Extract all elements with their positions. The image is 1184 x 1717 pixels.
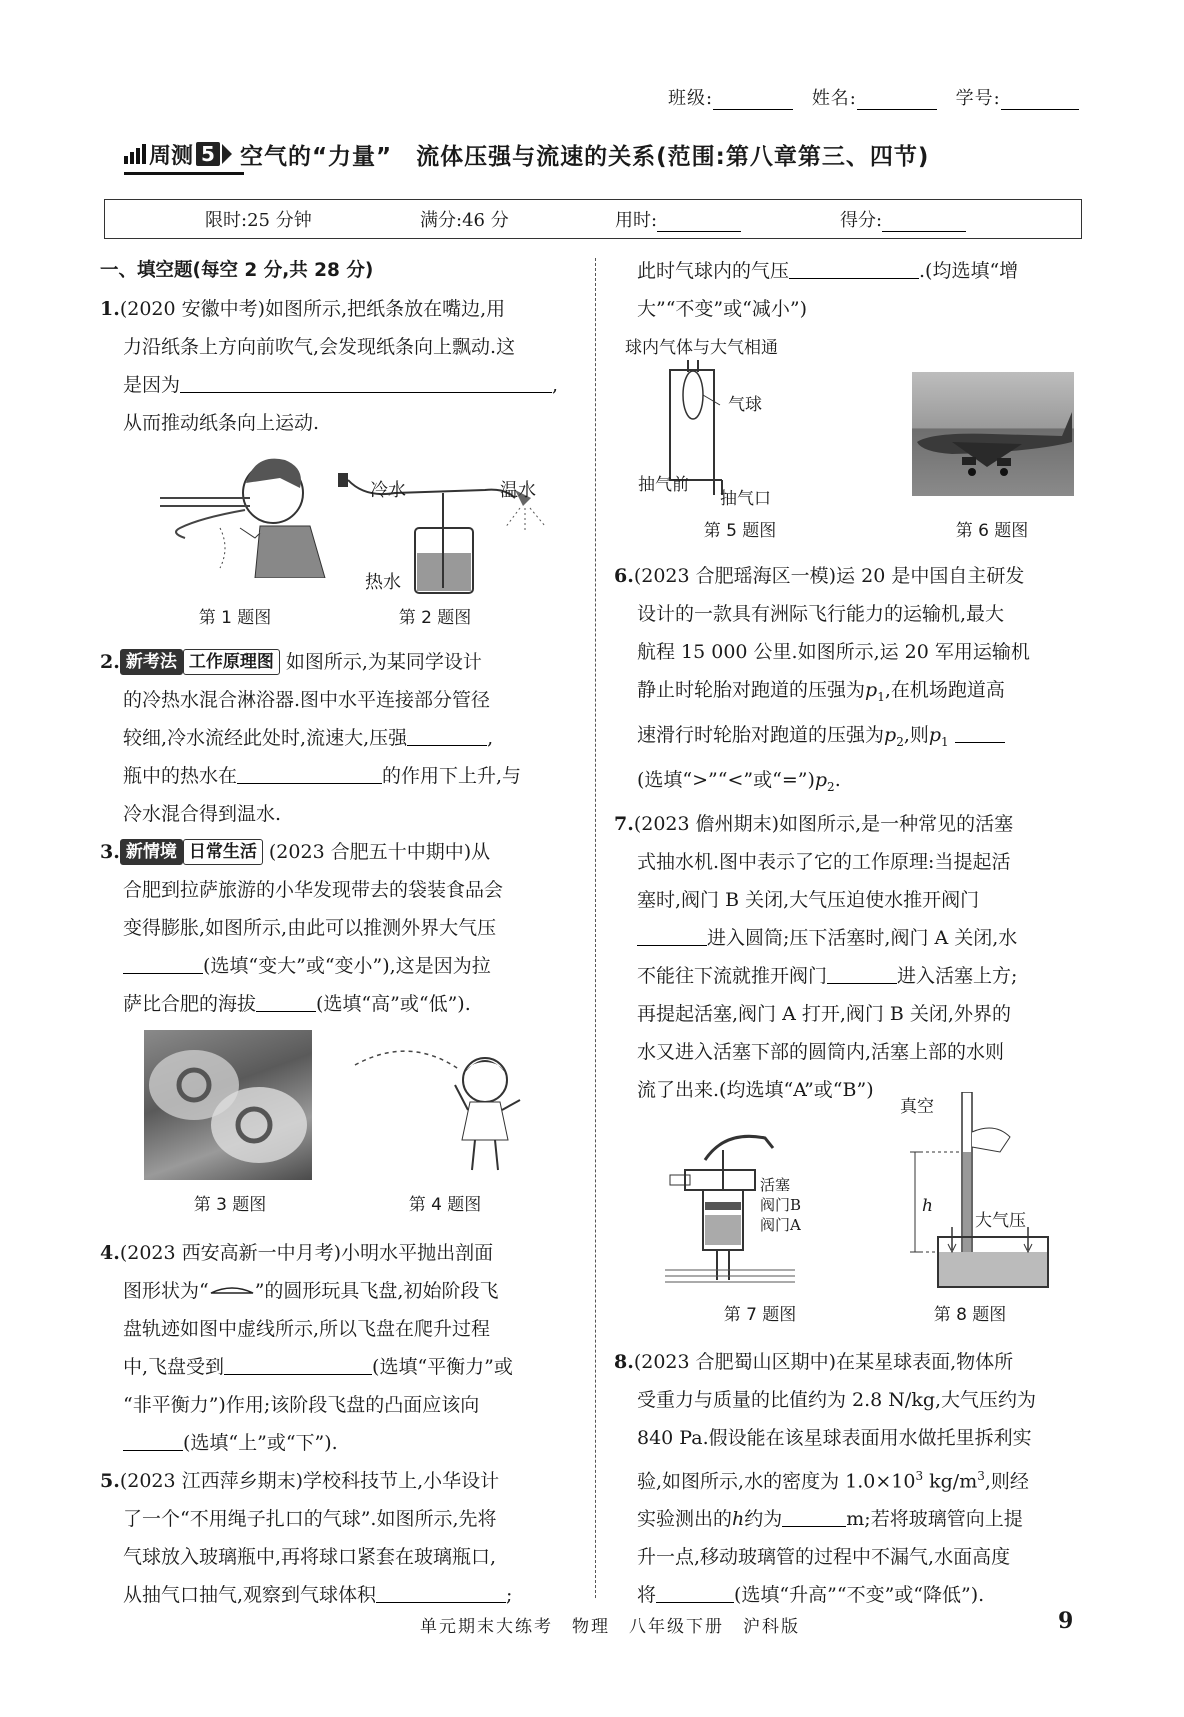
- title-text: 空气的“力量” 流体压强与流速的关系(范围:第八章第三、四节): [239, 143, 930, 170]
- q7-blank-2[interactable]: [827, 961, 897, 984]
- fig6-caption: 第 6 题图: [955, 521, 1029, 541]
- food-bag-icon: [144, 1030, 312, 1180]
- fig7-caption: 第 7 题图: [723, 1305, 797, 1325]
- fig8-h-label: h: [922, 1196, 933, 1216]
- fig2-cold-label: 冷水: [370, 480, 406, 501]
- page-title: [124, 136, 1064, 172]
- tag-new-method: 新考法: [120, 649, 183, 675]
- q5-blank-2[interactable]: [789, 256, 919, 279]
- name-field[interactable]: [857, 91, 937, 110]
- id-field[interactable]: [1001, 91, 1079, 110]
- tag-daily-life: 日常生活: [183, 839, 263, 865]
- name-label: 姓名:: [811, 88, 857, 109]
- q3-blank-1[interactable]: [123, 951, 203, 974]
- section-heading: 一、填空题(每空 2 分,共 28 分): [100, 260, 374, 281]
- q4: 4.(2023 西安高新一中月考)小明水平抛出剖面: [100, 1242, 494, 1264]
- fig4-caption: 第 4 题图: [408, 1195, 482, 1215]
- q6-blank[interactable]: [955, 720, 1005, 743]
- fig3-caption: 第 3 题图: [193, 1195, 267, 1215]
- frisbee-shape-icon: [209, 1283, 255, 1297]
- footer-text: 单元期末大练考 物理 八年级下册 沪科版: [420, 1617, 800, 1637]
- week-number: 5: [196, 142, 220, 166]
- fig5-top-label: 球内气体与大气相通: [625, 338, 778, 358]
- q1: 1.(2020 安徽中考)如图所示,把纸条放在嘴边,用: [100, 298, 506, 320]
- q7: 7.(2023 儋州期末)如图所示,是一种常见的活塞: [614, 813, 1014, 836]
- time-used-field[interactable]: [657, 215, 741, 232]
- fig5-balloon-label: 气球: [728, 395, 762, 415]
- fig2-warm-label: 温水: [500, 480, 536, 501]
- q2-blank-2[interactable]: [237, 761, 382, 784]
- q4-blank-1[interactable]: [224, 1352, 372, 1375]
- fig2-caption: 第 2 题图: [398, 608, 472, 628]
- q8: 8.(2023 合肥蜀山区期中)在某星球表面,物体所: [614, 1351, 1014, 1373]
- q4-blank-2[interactable]: [123, 1428, 183, 1451]
- left-column: 一、填空题(每空 2 分,共 28 分) 1.(2020 安徽中考)如图所示,把纸条放在嘴边,用 力沿纸条上方向前吹气,会发现纸条向上飘动.这 是因为 , 从而推动纸条向上运动.: [100, 252, 580, 442]
- fig8-vacuum-label: 真空: [900, 1097, 934, 1117]
- title-underline: [124, 172, 244, 175]
- q8-blank-1[interactable]: [782, 1504, 846, 1527]
- full-score: 满分:46 分: [420, 210, 509, 231]
- q3-blank-2[interactable]: [256, 989, 316, 1012]
- fig5-port-label: 抽气口: [720, 489, 771, 509]
- fig5-before-label: 抽气前: [638, 475, 689, 495]
- q1-blank[interactable]: [180, 370, 552, 393]
- fig6-y20-aircraft-photo: [912, 372, 1074, 496]
- score-field[interactable]: [882, 215, 966, 232]
- q5: 5.(2023 江西萍乡期末)学校科技节上,小华设计: [100, 1470, 500, 1492]
- fig5-caption: 第 5 题图: [703, 521, 777, 541]
- fig2-hot-label: 热水: [365, 572, 401, 593]
- fig7-valve-a-label: 阀门A: [760, 1216, 801, 1234]
- page-number: 9: [1058, 1608, 1074, 1634]
- class-label: 班级:: [668, 88, 714, 109]
- score: 得分:: [840, 206, 966, 232]
- info-box: [104, 199, 1082, 239]
- column-divider: [595, 258, 596, 1598]
- fig4-girl-frisbee: [350, 1040, 540, 1185]
- id-label: 学号:: [955, 88, 1001, 109]
- q2: 2. 新考法 工作原理图 如图所示,为某同学设计: [100, 651, 482, 673]
- arrow-icon: [222, 144, 232, 164]
- fig8-atm-label: 大气压: [975, 1211, 1026, 1231]
- bar-chart-icon: [124, 144, 146, 164]
- fig7-labels: [760, 1175, 801, 1235]
- fig1-boy-blowing: [160, 448, 340, 578]
- fig8-caption: 第 8 题图: [933, 1305, 1007, 1325]
- q8-blank-2[interactable]: [656, 1580, 734, 1603]
- fig7-valve-b-label: 阀门B: [760, 1196, 802, 1214]
- student-info-header: [668, 84, 1091, 110]
- tag-principle: 工作原理图: [183, 649, 280, 675]
- time-limit: 限时:25 分钟: [205, 210, 312, 231]
- time-used: 用时:: [615, 206, 741, 232]
- fig3-food-bags-photo: [144, 1030, 312, 1180]
- q3: 3. 新情境 日常生活 (2023 合肥五十中期中)从: [100, 841, 491, 863]
- q5-blank-1[interactable]: [376, 1580, 506, 1603]
- class-field[interactable]: [713, 91, 793, 110]
- fig1-caption: 第 1 题图: [198, 608, 272, 628]
- tag-new-context: 新情境: [120, 839, 183, 865]
- q2-blank-1[interactable]: [407, 723, 487, 746]
- q7-blank-1[interactable]: [637, 923, 707, 946]
- fig7-piston-label: 活塞: [760, 1176, 791, 1194]
- aircraft-icon: [912, 372, 1074, 496]
- q6: 6.(2023 合肥瑶海区一模)运 20 是中国自主研发: [614, 565, 1025, 587]
- week-test-badge: 周测 5: [124, 139, 240, 170]
- fig8-torricelli-tube: [900, 1092, 1050, 1292]
